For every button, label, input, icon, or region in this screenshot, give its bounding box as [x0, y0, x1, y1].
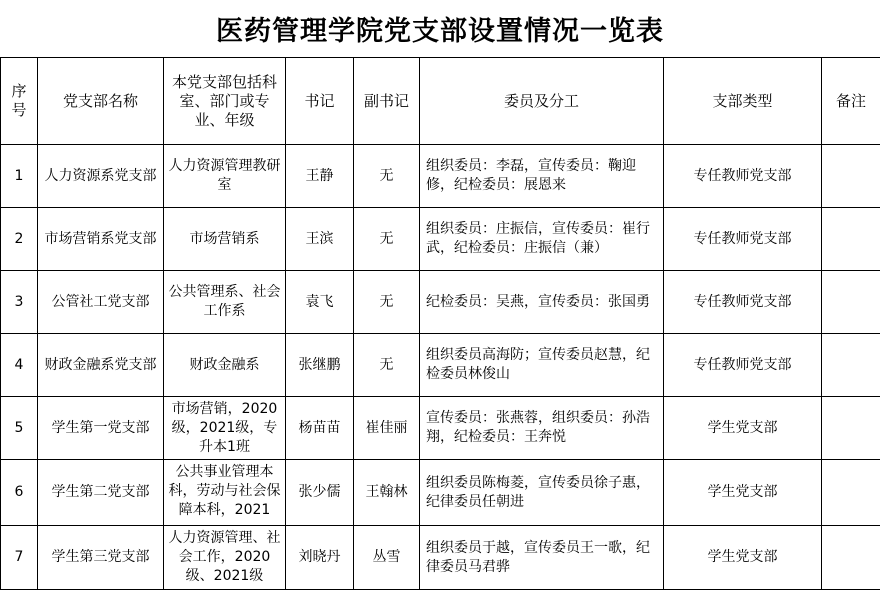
cell-branch-text: 市场营销系党支部 [44, 230, 157, 247]
cell-deputy [354, 334, 420, 397]
cell-branch [38, 271, 164, 334]
cell-type [664, 334, 822, 397]
cell-deputy-text: 无 [379, 167, 394, 184]
cell-seq-text: 2 [14, 230, 24, 247]
cell-deputy [354, 526, 420, 590]
table-row [1, 271, 880, 334]
cell-type-text: 专任教师党支部 [693, 167, 792, 184]
cell-members-text: 组织委员高海防；宣传委员赵慧，纪检委员林俊山 [426, 347, 650, 382]
cell-coverage-text: 财政金融系 [189, 356, 260, 373]
cell-members-text: 组织委员：庄振信，宣传委员：崔行武，纪检委员：庄振信（兼） [426, 221, 650, 256]
cell-secretary-text: 刘晓丹 [298, 549, 341, 565]
cell-type [664, 145, 822, 208]
cell-members [420, 271, 664, 334]
cell-seq-text: 6 [14, 484, 24, 500]
cell-secretary-text: 王滨 [305, 230, 334, 247]
cell-branch [38, 208, 164, 271]
header-branch: 党支部名称 [38, 58, 164, 145]
cell-seq [1, 334, 38, 397]
cell-coverage [164, 460, 286, 526]
page-title: 医药管理学院党支部设置情况一览表 [216, 16, 664, 47]
cell-secretary-text: 张继鹏 [298, 356, 341, 373]
cell-note [822, 460, 880, 526]
cell-deputy-text: 无 [379, 293, 394, 310]
cell-secretary-text: 袁飞 [305, 293, 334, 310]
table-row [1, 460, 880, 526]
header-type: 支部类型 [664, 58, 822, 145]
cell-secretary [286, 334, 354, 397]
cell-secretary-text: 杨苗苗 [298, 419, 341, 436]
cell-note [822, 526, 880, 590]
cell-branch-text: 学生第二党支部 [51, 484, 150, 500]
cell-members [420, 460, 664, 526]
cell-members-text: 纪检委员：吴燕，宣传委员：张国勇 [426, 293, 650, 310]
cell-deputy-text: 无 [379, 230, 394, 247]
cell-coverage-text: 人力资源管理教研室 [168, 158, 281, 193]
cell-type [664, 526, 822, 590]
cell-deputy-text: 丛雪 [372, 549, 401, 565]
cell-type-text: 专任教师党支部 [693, 356, 792, 373]
cell-secretary-text: 张少儒 [298, 484, 341, 500]
header-secretary: 书记 [286, 58, 354, 145]
cell-branch [38, 526, 164, 590]
cell-members-text: 宣传委员：张燕蓉，组织委员：孙浩翔，纪检委员：王奔悦 [426, 410, 650, 445]
cell-coverage [164, 397, 286, 460]
cell-coverage [164, 271, 286, 334]
cell-seq [1, 208, 38, 271]
cell-members-text: 组织委员于越，宣传委员王一歌，纪律委员马君骅 [426, 539, 650, 575]
cell-secretary [286, 526, 354, 590]
cell-coverage-text: 公共管理系、社会工作系 [168, 284, 281, 319]
cell-type [664, 271, 822, 334]
cell-deputy-text: 无 [379, 356, 394, 373]
cell-members-text: 组织委员陈梅菱，宣传委员徐子惠，纪律委员任朝进 [426, 474, 650, 510]
cell-secretary-text: 王静 [305, 167, 334, 184]
cell-deputy [354, 145, 420, 208]
table-row [1, 526, 880, 590]
cell-coverage-text: 人力资源管理、社会工作，2020级、2021级 [168, 530, 281, 584]
cell-branch [38, 460, 164, 526]
cell-coverage-text: 市场营销系 [189, 230, 260, 247]
cell-seq-text: 4 [14, 356, 24, 373]
cell-type-text: 专任教师党支部 [693, 293, 792, 310]
cell-type [664, 397, 822, 460]
table-row [1, 145, 880, 208]
cell-type-text: 学生党支部 [707, 549, 778, 565]
cell-branch-text: 学生第一党支部 [51, 419, 150, 436]
cell-secretary [286, 145, 354, 208]
cell-deputy [354, 208, 420, 271]
cell-deputy [354, 397, 420, 460]
cell-seq [1, 397, 38, 460]
cell-members [420, 334, 664, 397]
cell-coverage [164, 145, 286, 208]
cell-seq [1, 271, 38, 334]
branch-table [0, 57, 880, 590]
cell-coverage-text: 市场营销，2020级，2021级，专升本1班 [171, 400, 278, 455]
header-seq: 序号 [1, 58, 38, 145]
cell-type-text: 专任教师党支部 [693, 230, 792, 247]
cell-secretary [286, 208, 354, 271]
cell-note [822, 397, 880, 460]
header-members: 委员及分工 [420, 58, 664, 145]
cell-branch-text: 学生第三党支部 [51, 549, 150, 565]
cell-seq [1, 145, 38, 208]
cell-deputy [354, 460, 420, 526]
cell-note [822, 334, 880, 397]
cell-deputy-text: 王翰林 [365, 484, 408, 500]
cell-branch [38, 397, 164, 460]
cell-coverage [164, 334, 286, 397]
cell-deputy [354, 271, 420, 334]
cell-coverage [164, 208, 286, 271]
cell-secretary [286, 397, 354, 460]
cell-members-text: 组织委员：李磊，宣传委员：鞠迎修，纪检委员：展恩来 [426, 158, 636, 193]
cell-type [664, 208, 822, 271]
cell-note [822, 271, 880, 334]
header-deputy: 副书记 [354, 58, 420, 145]
cell-type-text: 学生党支部 [707, 419, 778, 436]
cell-note [822, 208, 880, 271]
header-note: 备注 [822, 58, 880, 145]
cell-seq-text: 7 [14, 549, 24, 565]
cell-seq-text: 1 [14, 167, 24, 184]
cell-coverage-text: 公共事业管理本科，劳动与社会保障本科，2021 [168, 464, 281, 518]
cell-note [822, 145, 880, 208]
cell-seq [1, 460, 38, 526]
table-row [1, 208, 880, 271]
cell-members [420, 145, 664, 208]
header-coverage: 本党支部包括科室、部门或专业、年级 [164, 58, 286, 145]
cell-branch-text: 公管社工党支部 [51, 293, 150, 310]
cell-members [420, 208, 664, 271]
cell-deputy-text: 崔佳丽 [365, 419, 408, 436]
cell-branch-text: 人力资源系党支部 [44, 167, 157, 184]
cell-branch [38, 145, 164, 208]
cell-members [420, 526, 664, 590]
cell-type-text: 学生党支部 [707, 484, 778, 500]
cell-secretary [286, 271, 354, 334]
cell-seq-text: 3 [14, 293, 24, 310]
table-row [1, 334, 880, 397]
cell-seq-text: 5 [14, 419, 24, 436]
cell-seq [1, 526, 38, 590]
cell-secretary [286, 460, 354, 526]
table-row [1, 397, 880, 460]
cell-branch-text: 财政金融系党支部 [44, 356, 157, 373]
cell-members [420, 397, 664, 460]
cell-coverage [164, 526, 286, 590]
header-row [1, 58, 880, 145]
cell-branch [38, 334, 164, 397]
cell-type [664, 460, 822, 526]
